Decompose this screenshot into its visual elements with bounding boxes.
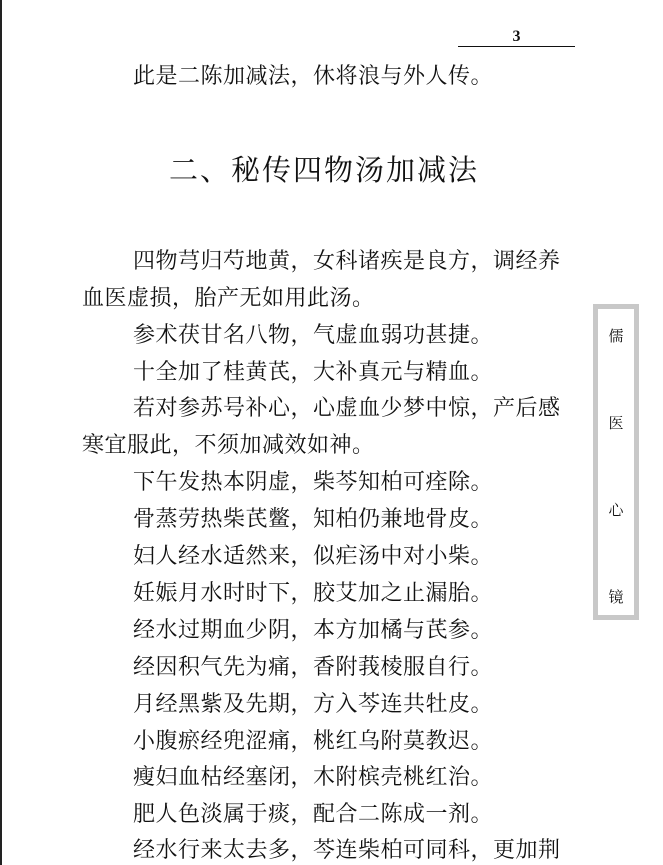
text-line: 十全加了桂黄芪，大补真元与精血。 xyxy=(133,360,494,385)
side-tab-char: 心 xyxy=(608,501,624,519)
side-tab-char: 镜 xyxy=(608,588,624,606)
text-line: 骨蒸劳热柴芪鳖，知柏仍兼地骨皮。 xyxy=(133,507,494,532)
text-line: 下午发热本阴虚，柴芩知柏可痊除。 xyxy=(133,470,494,495)
text-line: 四物芎归芍地黄，女科诸疾是良方，调经养 xyxy=(133,249,561,274)
text-line: 月经黑紫及先期，方入芩连共牡皮。 xyxy=(133,692,494,717)
text-line: 小腹瘀经兜涩痛，桃红乌附莫教迟。 xyxy=(133,729,494,754)
section-heading: 二、秘传四物汤加减法 xyxy=(169,153,480,187)
text-line: 妇人经水适然来，似疟汤中对小柴。 xyxy=(133,544,494,569)
text-line: 经水行来太去多，芩连柴柏可同科，更加荆 xyxy=(133,838,561,863)
side-tab-char: 儒 xyxy=(608,327,624,345)
text-line: 肥人色淡属于痰，配合二陈成一剂。 xyxy=(133,802,494,827)
text-line: 此是二陈加减法，休将浪与外人传。 xyxy=(133,64,494,89)
page-left-border xyxy=(0,0,2,865)
text-line: 寒宜服此，不须加减效如神。 xyxy=(82,433,375,458)
text-line: 经水过期血少阴，本方加橘与芪参。 xyxy=(133,618,494,643)
text-line: 妊娠月水时时下，胶艾加之止漏胎。 xyxy=(133,581,494,606)
text-line: 参术茯甘名八物，气虚血弱功甚捷。 xyxy=(133,323,494,348)
text-line: 经因积气先为痛，香附莪棱服自行。 xyxy=(133,655,494,680)
text-line: 瘦妇血枯经塞闭，木附槟壳桃红治。 xyxy=(133,765,494,790)
side-tab-book-title xyxy=(593,304,639,620)
page-number: 3 xyxy=(458,27,575,47)
side-tab-char: 医 xyxy=(608,414,624,432)
text-line: 若对参苏号补心，心虚血少梦中惊，产后感 xyxy=(133,396,561,421)
text-line: 血医虚损，胎产无如用此汤。 xyxy=(82,286,375,311)
